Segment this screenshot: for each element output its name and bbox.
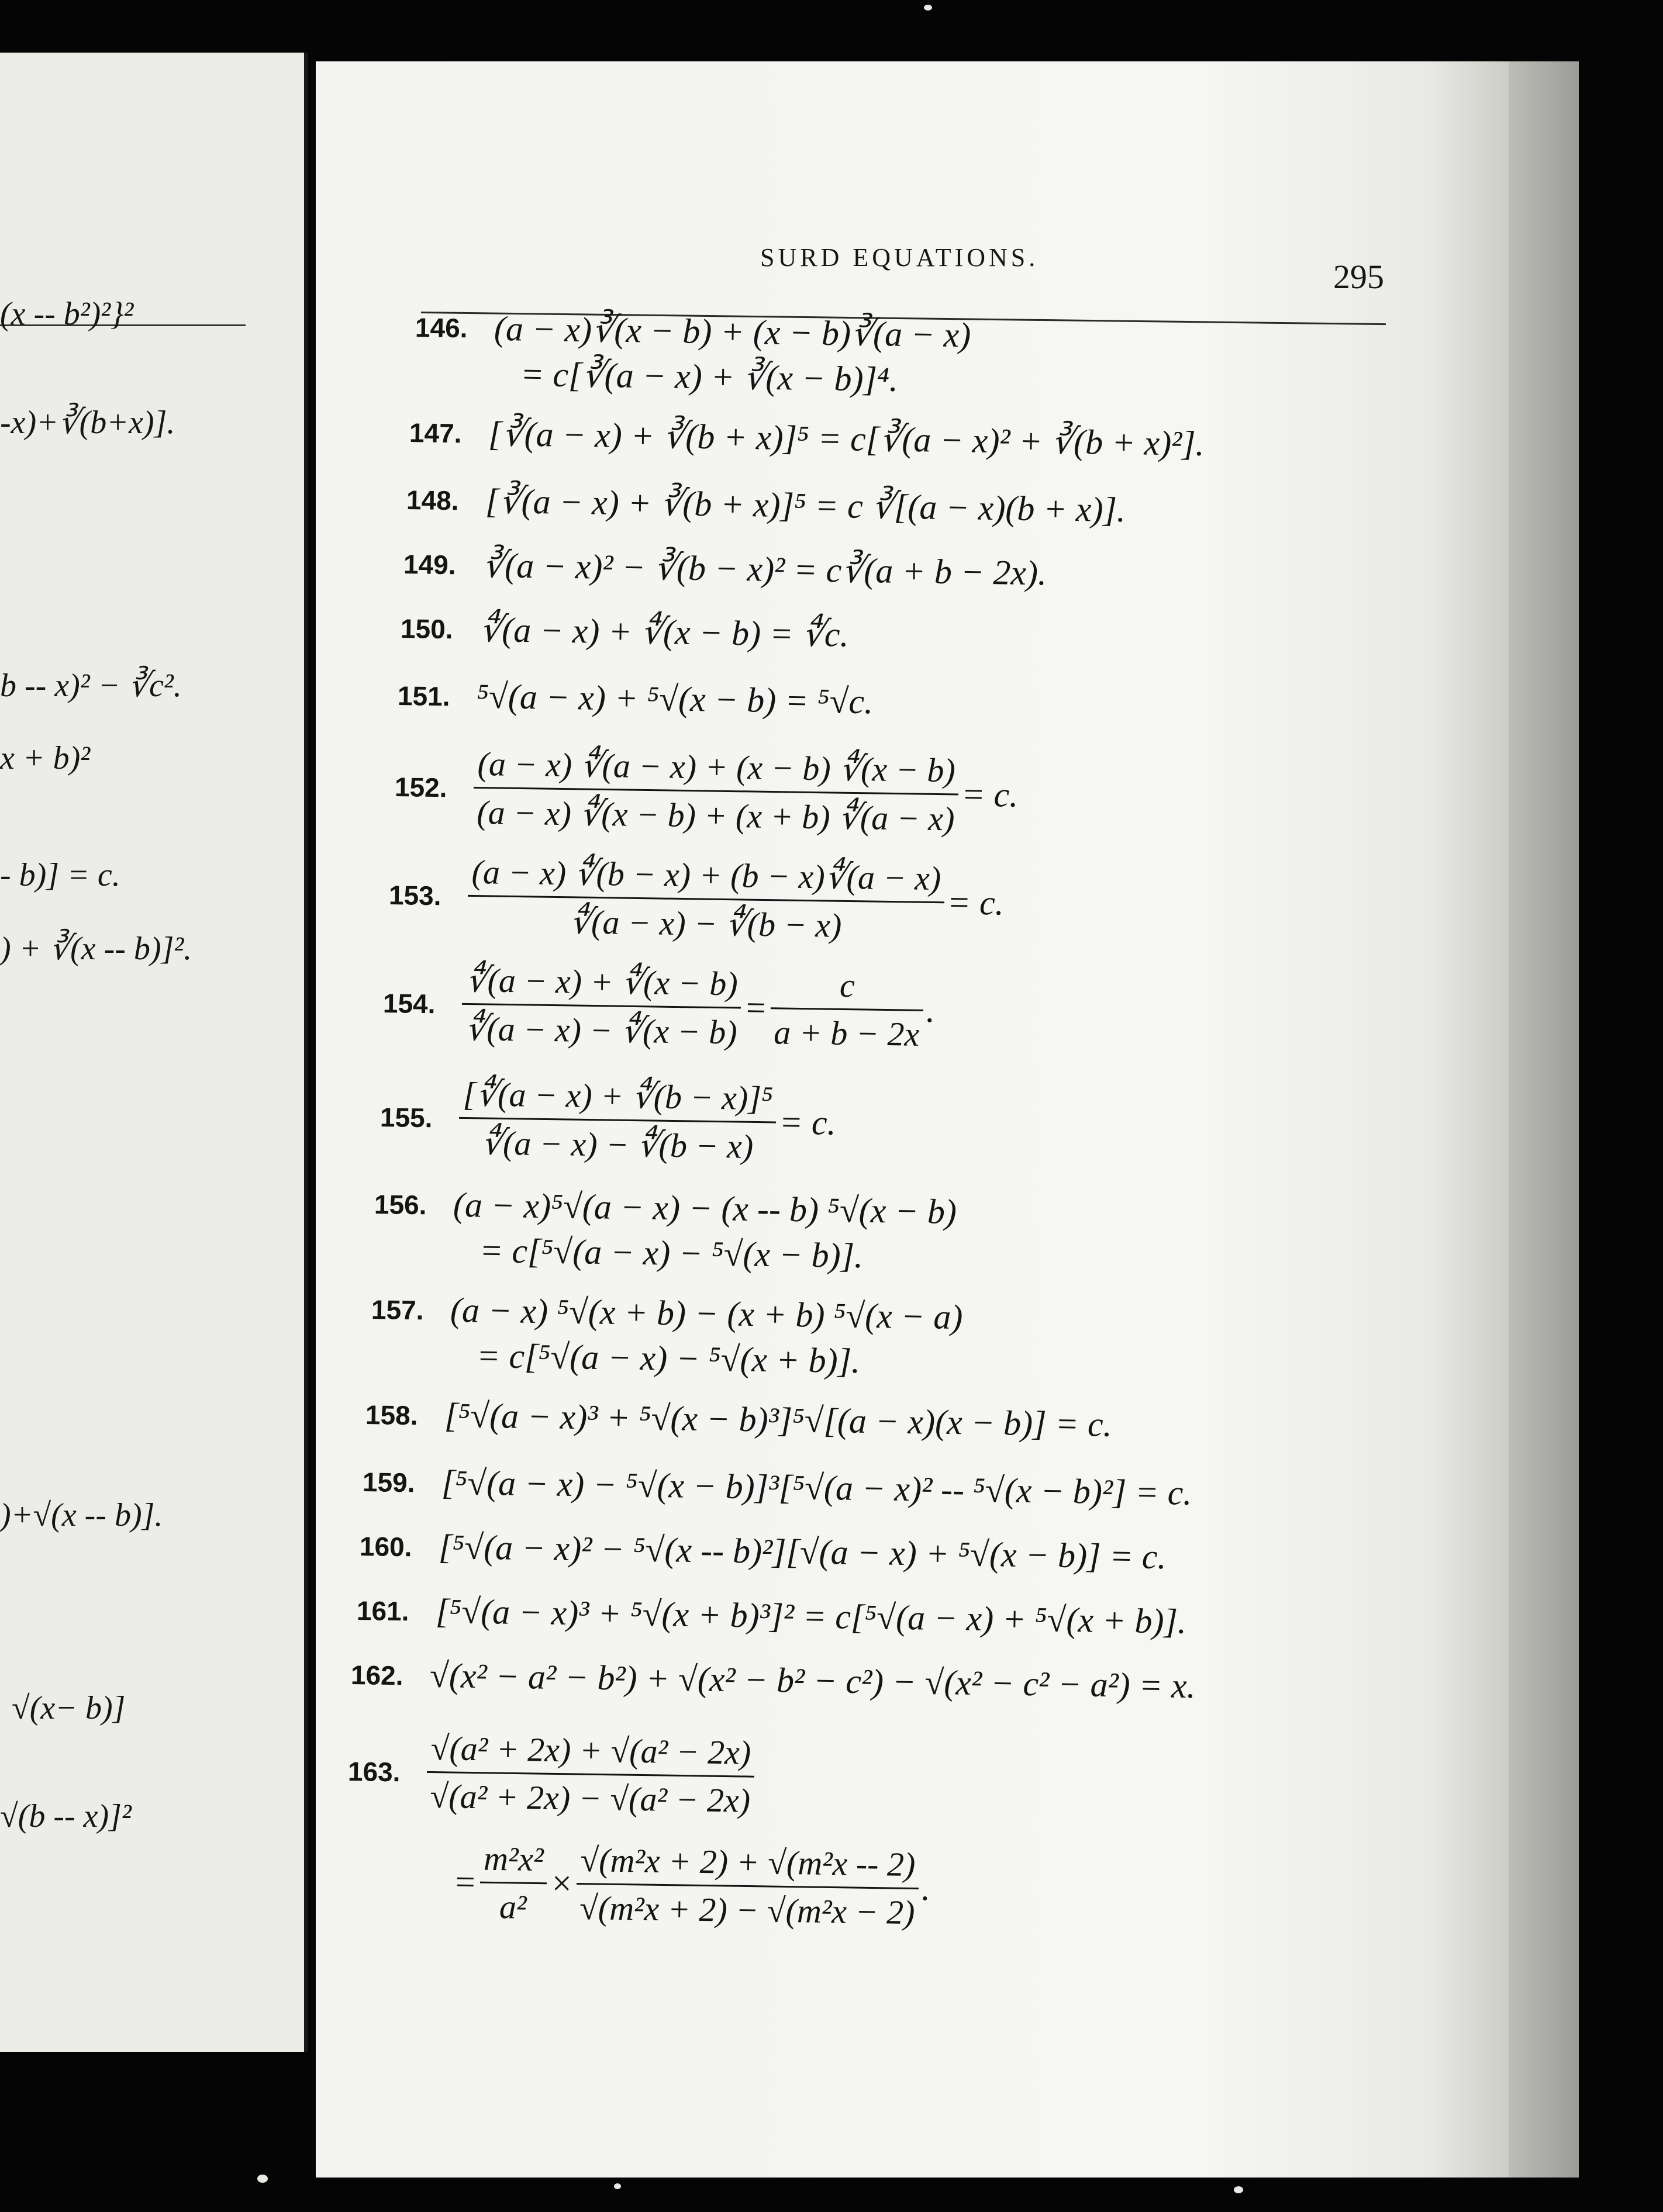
times-sign: ×: [549, 1864, 574, 1903]
equation-number: 147.: [409, 417, 462, 449]
equals-sign: =: [743, 988, 768, 1028]
equation-number: 163.: [347, 1755, 401, 1787]
equation-number: 162.: [350, 1659, 403, 1691]
equation-number: 146.: [415, 312, 468, 344]
running-head: SURD EQUATIONS.: [760, 243, 1039, 272]
equation-151: [398, 675, 874, 722]
equation-expression: ⁵√(a − x) + ⁵√(x − b) = ⁵√c.: [476, 676, 874, 721]
fraction-numerator: (a − x) ∜(a − x) + (x − b) ∜(x − b): [474, 744, 959, 796]
equation-tail: = c.: [779, 1102, 837, 1142]
scan-dust: [614, 2183, 621, 2189]
equation-tail: = c.: [961, 775, 1019, 814]
fraction: [461, 960, 741, 1052]
equation-155: [379, 1073, 837, 1167]
fraction-denominator: ∜(a − x) − ∜(b − x): [481, 1124, 754, 1166]
equation-number: 149.: [403, 549, 456, 580]
equation-157-continuation: = c[⁵√(a − x) − ⁵√(x + b)].: [476, 1336, 861, 1381]
left-page-line: ) + ∛(x -- b)]².: [0, 931, 192, 967]
equation-expression: [⁵√(a − x)² − ⁵√(x -- b)²][√(a − x) + ⁵√(x − b)] = c.: [438, 1527, 1167, 1577]
fraction: [426, 1729, 755, 1820]
left-page-line: - b)] = c.: [0, 857, 120, 893]
fraction-denominator: ∜(a − x) − ∜(x − b): [465, 1009, 737, 1052]
equation-number: 155.: [379, 1101, 433, 1133]
equation-163: [347, 1727, 755, 1820]
equation-146-continuation: = c[∛(a − x) + ∛(x − b)]⁴.: [520, 355, 899, 399]
fraction-denominator: ∜(a − x) − ∜(b − x): [569, 903, 842, 945]
equation-163-continuation: [453, 1838, 931, 1932]
equation-161: [357, 1590, 1187, 1642]
left-page-line: (x -- b²)²}²: [0, 296, 134, 332]
equation-number: 152.: [394, 771, 447, 803]
equation-152: [394, 742, 1019, 839]
fraction-denominator: (a − x) ∜(x − b) + (x + b) ∜(a − x): [477, 793, 955, 838]
equation-number: 158.: [365, 1399, 418, 1430]
fraction-denominator: √(m²x + 2) − √(m²x − 2): [579, 1889, 915, 1932]
equation-expression: [⁵√(a − x)³ + ⁵√(x + b)³]² = c[⁵√(a − x) + ⁵√(x + b)].: [435, 1591, 1187, 1641]
equation-156-continuation: = c[⁵√(a − x) − ⁵√(x − b)].: [479, 1231, 864, 1276]
equation-tail: = c.: [947, 883, 1005, 922]
equation-number: 153.: [388, 879, 441, 911]
fraction-numerator: m²x²: [480, 1839, 547, 1885]
equation-tail: .: [926, 990, 936, 1030]
equation-expression: [∛(a − x) + ∛(b + x)]⁵ = c[∛(a − x)² + ∛(b + x)²].: [488, 414, 1205, 463]
fraction-numerator: ∜(a − x) + ∜(x − b): [462, 960, 741, 1009]
equation-number: 160.: [359, 1530, 412, 1562]
equation-tail: .: [921, 1869, 931, 1908]
fraction-denominator: a + b − 2x: [773, 1013, 920, 1053]
equation-150: [401, 608, 849, 655]
equation-148: [406, 479, 1126, 530]
equation-149: [403, 544, 1047, 593]
equation-157: [371, 1289, 963, 1337]
equation-number: 148.: [406, 485, 459, 516]
equation-expression: √(x² − a² − b²) + √(x² − b² − c²) − √(x² − c² − a²) = x.: [429, 1655, 1196, 1706]
equation-expression: ∛(a − x)² − ∛(b − x)² = c∛(a + b − 2x).: [482, 545, 1047, 593]
equation-number: 151.: [397, 680, 450, 711]
page-number: 295: [1333, 258, 1384, 296]
equation-number: 159.: [362, 1466, 415, 1498]
fraction: [770, 965, 924, 1054]
fraction-denominator: a²: [499, 1888, 527, 1926]
equation-number: 150.: [400, 613, 453, 645]
fraction: [467, 852, 945, 946]
fraction: [576, 1840, 919, 1932]
fraction-denominator: √(a² + 2x) − √(a² − 2x): [430, 1776, 751, 1820]
equation-156: [374, 1184, 957, 1232]
equation-expression: ∜(a − x) + ∜(x − b) = ∜c.: [479, 610, 849, 654]
fraction: [458, 1074, 777, 1167]
scan-dust: [924, 5, 932, 11]
fraction-numerator: √(m²x + 2) + √(m²x -- 2): [577, 1840, 919, 1889]
fraction-numerator: c: [771, 965, 924, 1011]
equation-number: 157.: [371, 1294, 424, 1325]
page-edge-shadow: [1509, 61, 1579, 2178]
equation-number: 156.: [374, 1188, 427, 1220]
equation-159: [363, 1461, 1192, 1513]
left-page-line: √(b -- x)]²: [0, 1798, 132, 1834]
equation-146: [415, 307, 971, 355]
left-page: [0, 53, 308, 2052]
left-page-line: x + b)²: [0, 740, 91, 776]
equation-153: [388, 851, 1005, 948]
equation-147: [409, 412, 1205, 464]
equation-number: 154.: [382, 987, 436, 1019]
equation-expression: [⁵√(a − x)³ + ⁵√(x − b)³]⁵√[(a − x)(x − b)] = c.: [444, 1395, 1113, 1444]
equation-158: [365, 1394, 1113, 1445]
fraction-numerator: [∜(a − x) + ∜(b − x)]⁵: [459, 1074, 777, 1124]
equation-expression: (a − x)⁵√(a − x) − (x -- b) ⁵√(x − b): [453, 1185, 957, 1231]
left-page-line: √(x− b)]: [12, 1690, 126, 1726]
equation-154: [382, 959, 936, 1055]
left-page-line: b -- x)² − ∛c².: [0, 668, 182, 704]
equation-number: 161.: [356, 1595, 409, 1626]
right-page: [316, 61, 1579, 2178]
equation-expression: [∛(a − x) + ∛(b + x)]⁵ = c ∛[(a − x)(b + x)].: [485, 481, 1126, 530]
equation-160: [360, 1526, 1167, 1577]
scan-dust: [257, 2175, 268, 2183]
equation-expression: [⁵√(a − x) − ⁵√(x − b)]³[⁵√(a − x)² -- ⁵√(x − b)²] = c.: [441, 1463, 1192, 1512]
left-page-line: )+√(x -- b)].: [0, 1497, 163, 1533]
equation-expression: (a − x) ⁵√(x + b) − (x + b) ⁵√(x − a): [450, 1290, 963, 1337]
scan-dust: [1234, 2186, 1243, 2193]
equation-expression: (a − x)∛(x − b) + (x − b)∛(a − x): [494, 309, 971, 355]
fraction-numerator: (a − x) ∜(b − x) + (b − x)∜(a − x): [468, 852, 945, 903]
equals-sign: =: [453, 1862, 477, 1902]
fraction-numerator: √(a² + 2x) + √(a² − 2x): [427, 1729, 755, 1778]
left-page-line: -x)+∛(b+x)].: [0, 405, 175, 441]
equation-162: [351, 1654, 1196, 1706]
fraction: [473, 744, 959, 839]
fraction: [479, 1839, 547, 1927]
